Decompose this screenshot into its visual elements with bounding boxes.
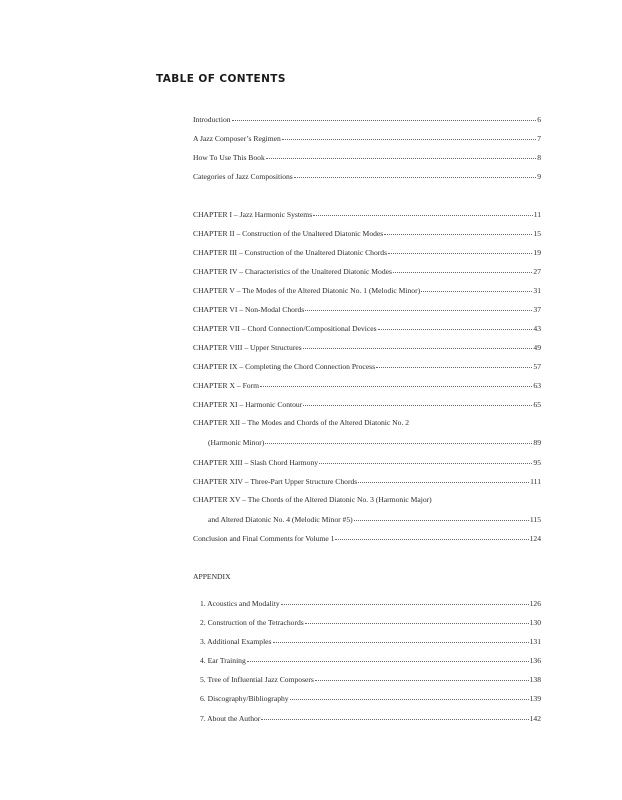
toc-entry-chapter-11[interactable] [193,399,541,410]
dot-leader [384,228,532,236]
toc-entry-page: 7 [537,134,541,143]
toc-entry-how-to-use[interactable] [193,152,541,163]
toc-entry-label: (Harmonic Minor) [208,438,265,447]
toc-entry-chapter-15-title[interactable]: CHAPTER XV – The Chords of the Altered Diatonic No. 3 (Harmonic Major) [193,495,432,504]
dot-leader [393,266,532,274]
toc-entry-page: 95 [533,458,541,467]
toc-entry-page: 124 [529,534,541,543]
toc-entry-regimen[interactable] [193,133,541,144]
toc-entry-page: 9 [537,172,541,181]
dot-leader [315,674,529,682]
toc-entry-introduction[interactable] [193,114,541,125]
toc-entry-chapter-12[interactable] [208,437,541,448]
dot-leader [290,693,529,701]
toc-entry-page: 115 [529,515,541,524]
dot-leader [281,598,529,606]
dot-leader [388,247,532,255]
toc-entry-label: 2. Construction of the Tetrachords [200,618,304,627]
toc-entry-label: 4. Ear Training [200,656,246,665]
toc-entry-chapter-2[interactable] [193,228,541,239]
toc-entry-page: 139 [529,694,541,703]
dot-leader [232,114,537,122]
toc-entry-page: 126 [529,599,541,608]
toc-entry-page: 27 [533,267,541,276]
toc-entry-label: A Jazz Composer’s Regimen [193,134,281,143]
toc-entry-label: Categories of Jazz Compositions [193,172,293,181]
toc-entry-appendix-6[interactable] [200,693,541,704]
dot-leader [273,636,529,644]
dot-leader [421,285,532,293]
toc-entry-label: CHAPTER XI – Harmonic Contour [193,400,303,409]
toc-entry-page: 43 [533,324,541,333]
dot-leader [265,437,532,445]
dot-leader [319,457,532,465]
toc-entry-page: 138 [529,675,541,684]
toc-entry-conclusion[interactable] [193,533,541,544]
toc-entry-appendix-3[interactable] [200,636,541,647]
toc-entry-chapter-7[interactable] [193,323,541,334]
dot-leader [358,476,529,484]
toc-entry-page: 111 [530,477,541,486]
toc-entry-label: Introduction [193,115,231,124]
toc-entry-appendix-5[interactable] [200,674,541,685]
toc-entry-label: 5. Tree of Influential Jazz Composers [200,675,314,684]
toc-entry-page: 57 [533,362,541,371]
dot-leader [260,380,532,388]
toc-entry-label: and Altered Diatonic No. 4 (Melodic Minor #5) [208,515,353,524]
toc-entry-label: CHAPTER XIV – Three-Part Upper Structure Chords [193,477,358,486]
toc-entry-chapter-10[interactable] [193,380,541,391]
toc-entry-label: CHAPTER VI – Non-Modal Chords [193,305,305,314]
toc-entry-chapter-15[interactable] [208,514,541,525]
toc-entry-chapter-1[interactable] [193,209,541,220]
toc-entry-page: 19 [533,248,541,257]
dot-leader [266,152,536,160]
toc-entry-appendix-1[interactable] [200,598,541,609]
toc-entry-label: CHAPTER II – Construction of the Unaltered Diatonic Modes [193,229,384,238]
toc-entry-page: 136 [529,656,541,665]
toc-entry-label: CHAPTER IX – Completing the Chord Connection Process [193,362,376,371]
toc-entry-page: 89 [533,438,541,447]
dot-leader [378,323,533,331]
toc-entry-label: 6. Discography/Bibliography [200,694,289,703]
toc-entry-chapter-12-title[interactable]: CHAPTER XII – The Modes and Chords of the Altered Diatonic No. 2 [193,418,410,427]
dot-leader [335,533,528,541]
toc-entry-label: CHAPTER VIII – Upper Structures [193,343,302,352]
toc-entry-page: 15 [533,229,541,238]
toc-entry-chapter-5[interactable] [193,285,541,296]
toc-entry-label: CHAPTER III – Construction of the Unaltered Diatonic Chords [193,248,388,257]
dot-leader [247,655,529,663]
toc-entry-label: How To Use This Book [193,153,265,162]
toc-entry-label: CHAPTER I – Jazz Harmonic Systems [193,210,313,219]
toc-entry-page: 6 [537,115,541,124]
toc-entry-label: CHAPTER VII – Chord Connection/Compositional Devices [193,324,377,333]
dot-leader [354,514,529,522]
toc-entry-label: 1. Acoustics and Modality [200,599,280,608]
dot-leader [376,361,532,369]
dot-leader [282,133,536,141]
toc-entry-label: Conclusion and Final Comments for Volume 1 [193,534,335,543]
toc-entry-chapter-13[interactable] [193,457,541,468]
toc-entry-label: CHAPTER X – Form [193,381,260,390]
toc-entry-page: 142 [529,714,541,723]
toc-entry-chapter-4[interactable] [193,266,541,277]
dot-leader [305,304,532,312]
dot-leader [303,342,533,350]
toc-entry-label: 3. Additional Examples [200,637,272,646]
toc-entry-page: 130 [529,618,541,627]
toc-entry-page: 65 [533,400,541,409]
toc-entry-label: CHAPTER IV – Characteristics of the Unaltered Diatonic Modes [193,267,392,276]
toc-entry-chapter-3[interactable] [193,247,541,258]
toc-entry-appendix-2[interactable] [200,617,541,628]
toc-entry-page: 8 [537,153,541,162]
appendix-heading: APPENDIX [193,572,231,581]
toc-entry-chapter-8[interactable] [193,342,541,353]
toc-entry-page: 11 [533,210,541,219]
toc-entry-page: 49 [533,343,541,352]
toc-entry-categories[interactable] [193,171,541,182]
toc-entry-label: CHAPTER V – The Modes of the Altered Diatonic No. 1 (Melodic Minor) [193,286,421,295]
toc-entry-label: CHAPTER XIII – Slash Chord Harmony [193,458,319,467]
toc-entry-chapter-14[interactable] [193,476,541,487]
toc-entry-chapter-6[interactable] [193,304,541,315]
dot-leader [303,399,532,407]
toc-entry-appendix-7[interactable] [200,713,541,724]
dot-leader [313,209,533,217]
dot-leader [305,617,529,625]
toc-entry-page: 63 [533,381,541,390]
toc-entry-page: 37 [533,305,541,314]
toc-entry-label: 7. About the Author [200,714,261,723]
toc-entry-page: 31 [533,286,541,295]
page-title: TABLE OF CONTENTS [156,73,286,85]
toc-entry-chapter-9[interactable] [193,361,541,372]
dot-leader [261,713,528,721]
toc-entry-page: 131 [529,637,541,646]
toc-entry-appendix-4[interactable] [200,655,541,666]
dot-leader [294,171,536,179]
